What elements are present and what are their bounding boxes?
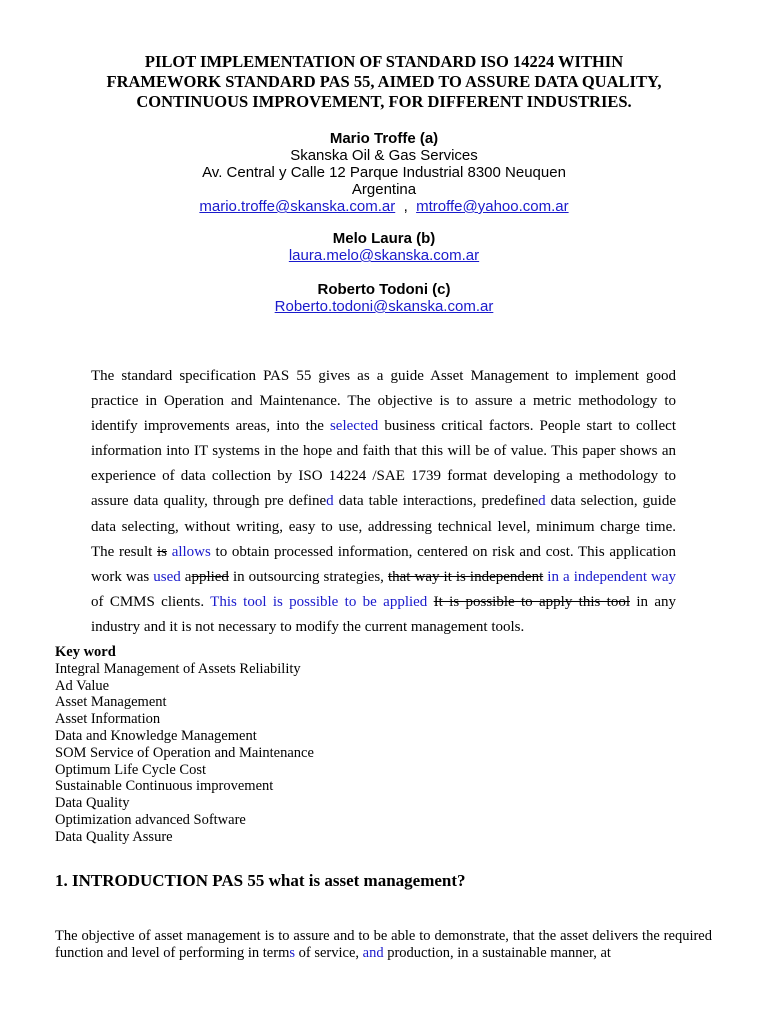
abstract-revision-deletion: that way it is independent xyxy=(387,568,544,585)
author-block-1 xyxy=(100,130,668,215)
abstract-text: data selection, guide data selecting, without writing, easy to use, addressing technical level, minimum charge time. The result xyxy=(91,493,676,560)
keywords-section xyxy=(55,644,314,846)
intro-text: of service, xyxy=(295,945,363,961)
paper-title xyxy=(40,52,728,112)
abstract-revision-insert: d xyxy=(538,493,546,510)
author-name-3: Roberto Todoni (c) xyxy=(317,281,451,298)
keyword-item: Data Quality Assure xyxy=(55,828,173,845)
author-name-1: Mario Troffe (a) xyxy=(329,130,439,147)
keyword-item: Data Quality xyxy=(55,795,130,812)
title-line-2: FRAMEWORK STANDARD PAS 55, AIMED TO ASSURE DATA QUALITY, xyxy=(106,72,662,91)
author-emails-2 xyxy=(100,247,668,264)
email-link-mario-skanska[interactable]: mario.troffe@skanska.com.ar xyxy=(199,198,396,215)
author-country-1: Argentina xyxy=(351,181,417,198)
keywords-heading: Key word xyxy=(55,644,116,660)
keyword-item: Sustainable Continuous improvement xyxy=(55,778,274,795)
abstract-revision-insert: selected xyxy=(329,418,379,435)
section-heading-introduction: 1. INTRODUCTION PAS 55 what is asset management? xyxy=(55,871,466,890)
author-name-2: Melo Laura (b) xyxy=(332,230,436,247)
title-line-3: CONTINUOUS IMPROVEMENT, FOR DIFFERENT INDUSTRIES. xyxy=(136,92,632,111)
abstract-text: The standard specification PAS 55 gives as a guide Asset Management to implement good practice in Operation and Maintenance. The objective is to assure a metric methodology to identify improvements areas, into the xyxy=(91,368,676,435)
intro-paragraph xyxy=(55,928,712,962)
keyword-item: SOM Service of Operation and Maintenance xyxy=(55,744,314,761)
email-link-mario-yahoo[interactable]: mtroffe@yahoo.com.ar xyxy=(416,198,569,215)
abstract-revision-insert: in a independent way xyxy=(547,568,677,585)
author-block-3 xyxy=(100,281,668,315)
abstract-text: to obtain processed information, centered on risk and cost. This application work was xyxy=(91,543,676,585)
abstract-revision-insert: used xyxy=(153,568,181,585)
abstract-revision-deletion: It is possible to apply this tool xyxy=(433,593,630,610)
keyword-item: Data and Knowledge Management xyxy=(55,727,257,744)
author-block-2 xyxy=(100,230,668,264)
keyword-item: Optimization advanced Software xyxy=(55,811,246,828)
abstract-paragraph xyxy=(91,364,676,640)
intro-revision-insert: and xyxy=(362,945,384,961)
abstract-text: in outsourcing strategies, xyxy=(228,568,388,585)
email-link-roberto[interactable]: Roberto.todoni@skanska.com.ar xyxy=(274,298,494,315)
abstract-revision-deletion: is xyxy=(157,543,168,560)
author-emails-3 xyxy=(100,298,668,315)
abstract-revision-insert: This tool is possible to be applied xyxy=(210,593,428,610)
abstract-text: business critical factors. People start to collect information into IT systems in the hope and faith that this will be of value. This paper shows an experience of data collection by ISO 14224 /SAE 1739 format developing a methodology to assure data quality, through pre define xyxy=(91,418,676,510)
intro-text: The objective of asset management is to assure and to be able to demonstrate, that the asset delivers the required function and level of performing in term xyxy=(55,928,712,961)
keyword-item: Asset Management xyxy=(55,694,167,711)
email-link-laura[interactable]: laura.melo@skanska.com.ar xyxy=(288,247,480,264)
abstract-revision-deletion: pplied xyxy=(191,568,229,585)
abstract-text: data table interactions, predefine xyxy=(333,493,539,510)
author-emails-1 xyxy=(100,198,668,215)
keyword-item: Asset Information xyxy=(55,711,161,728)
keyword-item: Optimum Life Cycle Cost xyxy=(55,761,207,778)
author-company-1: Skanska Oil & Gas Services xyxy=(290,147,478,164)
keyword-item: Integral Management of Assets Reliability xyxy=(55,660,301,677)
abstract-revision-insert: d xyxy=(326,493,334,510)
intro-revision-insert: s xyxy=(289,945,295,961)
abstract-revision-insert: allows xyxy=(171,543,211,560)
abstract-text: of CMMS clients. xyxy=(91,593,211,610)
author-address-1: Av. Central y Calle 12 Parque Industrial 8300 Neuquen xyxy=(202,164,566,181)
intro-text: production, in a sustainable manner, at xyxy=(383,945,611,961)
abstract-text: a xyxy=(180,568,192,585)
email-separator: , xyxy=(403,198,408,215)
abstract-text: in any industry and it is not necessary to modify the current management tools. xyxy=(91,593,676,635)
title-line-1: PILOT IMPLEMENTATION OF STANDARD ISO 14224 WITHIN xyxy=(144,52,624,71)
keyword-item: Ad Value xyxy=(55,677,110,694)
